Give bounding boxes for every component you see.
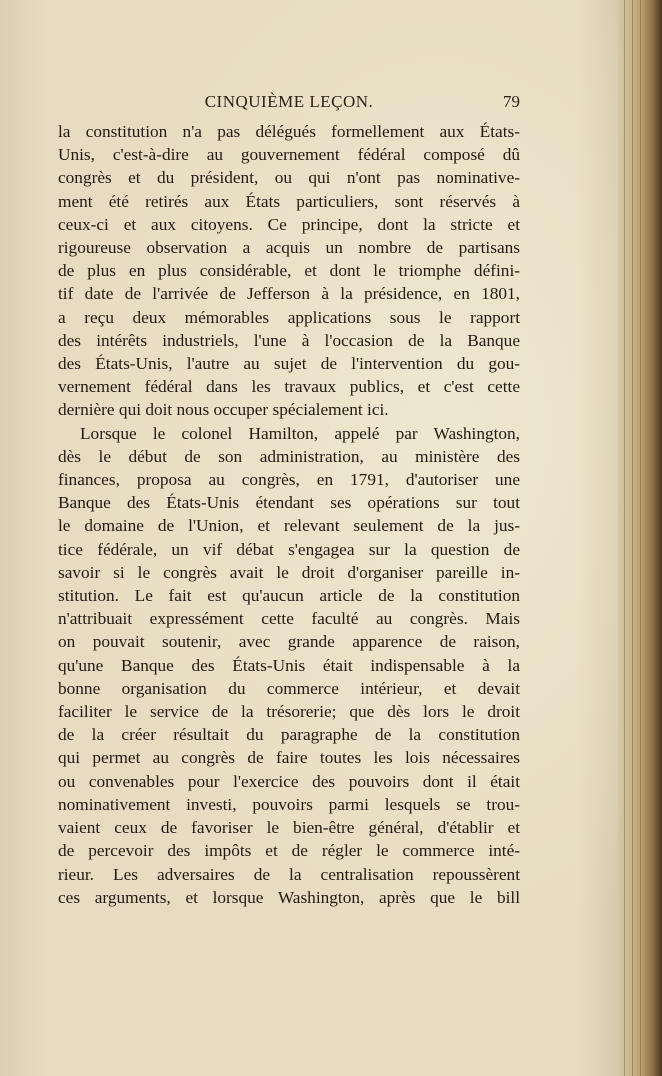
text-line: finances, proposa au congrès, en 1791, d'autoriser une	[58, 470, 520, 490]
text-line: tif date de l'arrivée de Jefferson à la présidence, en 1801,	[58, 284, 520, 304]
text-line: ces arguments, et lorsque Washington, après que le bill	[58, 887, 520, 907]
edge-line	[632, 0, 633, 1076]
text-line: dernière qui doit nous occuper spécialement ici.	[58, 400, 389, 420]
text-line: ceux-ci et aux citoyens. Ce principe, dont la stricte et	[58, 214, 520, 234]
text-line: congrès et du président, ou qui n'ont pas nominative-	[58, 168, 520, 188]
text-line: des intérêts industriels, l'une à l'occasion de la Banque	[58, 330, 520, 350]
edge-line	[624, 0, 625, 1076]
text-line: de la créer résultait du paragraphe de la constitution	[58, 725, 520, 745]
text-line: tice fédérale, un vif débat s'engagea sur la question de	[58, 539, 520, 559]
text-line: qui permet au congrès de faire toutes les lois nécessaires	[58, 748, 520, 768]
text-line: n'attribuait expressément cette faculté au congrès. Mais	[58, 609, 520, 629]
text-line: le domaine de l'Union, et relevant seulement de la jus-	[58, 516, 520, 536]
text-line: Lorsque le colonel Hamilton, appelé par Washington,	[80, 423, 520, 443]
running-title: CINQUIÈME LEÇON.	[204, 92, 374, 111]
body-text	[58, 120, 520, 909]
text-line: ment été retirés aux États particuliers, sont réservés à	[58, 191, 520, 211]
text-line: stitution. Le fait est qu'aucun article de la constitution	[58, 586, 520, 606]
text-line: des États-Unis, l'autre au sujet de l'intervention du gou-	[58, 354, 520, 374]
text-line: qu'une Banque des États-Unis était indispensable à la	[58, 655, 520, 675]
text-line: a reçu deux mémorables applications sous le rapport	[58, 307, 520, 327]
page-edge	[618, 0, 662, 1076]
text-line: de plus en plus considérable, et dont le triomphe défini-	[58, 261, 520, 281]
text-line: dès le début de son administration, au ministère des	[58, 446, 520, 466]
page-header	[58, 92, 520, 116]
page-number: 79	[503, 92, 520, 111]
text-line: faciliter le service de la trésorerie; que dès lors le droit	[58, 702, 520, 722]
text-line: on pouvait soutenir, avec grande apparence de raison,	[58, 632, 520, 652]
edge-line	[640, 0, 641, 1076]
text-line: bonne organisation du commerce intérieur, et devait	[58, 678, 520, 698]
text-line: Banque des États-Unis étendant ses opérations sur tout	[58, 493, 520, 513]
text-line: de percevoir des impôts et de régler le commerce inté-	[58, 841, 520, 861]
text-line: ou convenables pour l'exercice des pouvoirs dont il était	[58, 771, 520, 791]
text-line: Unis, c'est-à-dire au gouvernement fédéral composé dû	[58, 145, 520, 165]
text-line: nominativement investi, pouvoirs parmi lesquels se trou-	[58, 794, 520, 814]
text-line: rigoureuse observation a acquis un nombre de partisans	[58, 238, 520, 258]
text-line: vernement fédéral dans les travaux publics, et c'est cette	[58, 377, 520, 397]
text-line: rieur. Les adversaires de la centralisation repoussèrent	[58, 864, 520, 884]
text-line: savoir si le congrès avait le droit d'organiser pareille in-	[58, 562, 520, 582]
text-line: vaient ceux de favoriser le bien-être général, d'établir et	[58, 818, 520, 838]
text-line: la constitution n'a pas délégués formellement aux États-	[58, 122, 520, 141]
